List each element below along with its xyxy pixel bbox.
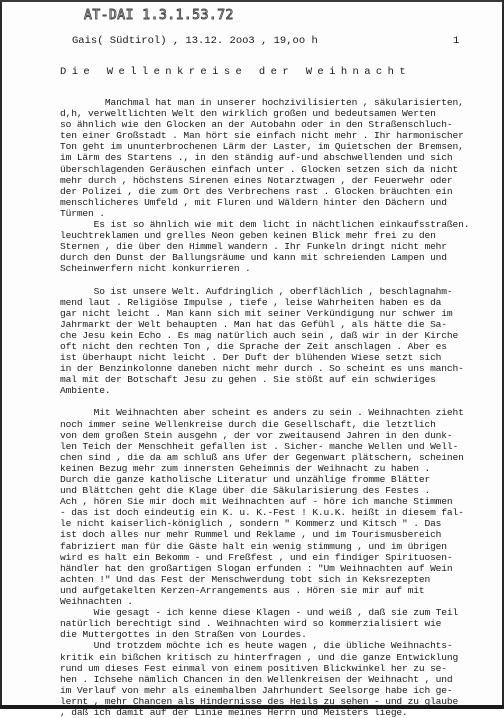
text-line: leuchtreklamen und grelles Neon geben keinen Blick mehr frei zu den <box>60 230 436 242</box>
document-title: Die Wellenkreise der Weihnacht <box>60 66 412 78</box>
text-line: natürlich berechtigt sind . Weihnachten wird so kommerzialisiert wie <box>60 618 442 630</box>
text-line: d,h, verweltlichten Welt den wirklich großen und bedeutsamen Werten <box>60 108 436 120</box>
text-line: die Muttergottes in den Straßen von Lourdes. <box>60 629 307 641</box>
paragraph <box>60 97 500 275</box>
text-line: in der Benzinkolonne daneben nicht mehr durch . So scheint es uns manch- <box>60 363 464 375</box>
text-line: ten einer Großstadt . Man hört sie einfach nicht mehr . Ihr harmonischer <box>60 130 464 142</box>
text-line: überschlagenden Geräuschen einfach unter . Glocken setzen sich da nicht <box>60 163 459 175</box>
text-line: Es ist so ähnlich wie mit dem licht in nächtlichen einkaufsstraßen. <box>60 219 470 231</box>
page-number: 1 <box>453 35 460 47</box>
text-line: mehr durch , höchstens Sirenen eines Notarztwagen , der Feuerwehr oder <box>60 174 453 186</box>
text-line: menschlicheres Umfeld , mit Fluren und Wäldern hinter den Dächern und <box>60 196 447 208</box>
text-line: im Lärm des Startens ., in den ständig auf-und abschwellenden und sich <box>60 152 453 164</box>
text-line: von dem großen Stein ausgehn , der vor zweitausend Jahren in den dunk- <box>60 429 453 441</box>
text-line: mal mit der Botschaft Jesu zu gehen . Sie stößt auf ein schwieriges <box>60 374 436 386</box>
text-line: ist doch alles nur mehr Rummel und Reklame , und im Tourismusbereich <box>60 529 442 541</box>
paragraph <box>60 407 500 718</box>
text-line: wird es halt ein Bekomm - und Freßfest , und ein findiger Spirituosen- <box>60 551 453 563</box>
text-line: ist überhaupt nicht leicht . Der Duft der blühenden Wiese setzt sich <box>60 352 442 364</box>
text-line: So ist unsere Welt. Aufdringlich , oberflächlich , beschlagnahm- <box>60 285 453 297</box>
text-line: Ach , hören Sie mir doch mit Weihnachten auf - höre ich manche Stimmen <box>60 496 453 508</box>
text-line: Und trotzdem möchte ich es heute wagen , die übliche Weihnachts- <box>60 640 453 652</box>
text-line: Ambiente. <box>60 385 111 397</box>
text-line: Scheinwerfern nicht konkurrieren . <box>60 263 251 275</box>
archive-stamp: AT-DAI 1.3.1.53.72 <box>84 8 234 23</box>
text-line: hen . Ichsehe nämlich Chancen in den Wellenkreisen der Weihnacht , und <box>60 673 453 685</box>
text-line: achten !" Und das Fest der Menschwerdung tobt sich in Keksrezepten <box>60 573 431 585</box>
text-line: che Jesu kein Echo . Es mag natürlich auch sein , daß wir in der Kirche <box>60 329 459 341</box>
text-line: Türmen . <box>60 207 105 219</box>
text-line: chen sind , die da am schluß ans Ufer der Gegenwart plätschern, scheinen <box>60 451 464 463</box>
document-body <box>60 97 500 718</box>
text-line: , daß ich damit auf der Linie meines Herrn und Meisters liege. <box>60 706 408 718</box>
text-line: Manchmal hat man in unserer hochzivilisierten , säkularisierten, <box>60 97 464 108</box>
text-line: len Teich der Menschheit gefallen ist . Sicher- manche Wellen und Well- <box>60 440 459 452</box>
text-line: mend laut . Religiöse Impulse , tiefe , leise Wahrheiten haben es da <box>60 296 442 308</box>
text-line: Sternen , die über den Himmel wandern . Ihr Funkeln dringt nicht mehr <box>60 241 447 253</box>
scan-edge-top <box>0 0 504 2</box>
text-line: Wie gesagt - ich kenne diese Klagen - und weiß , daß sie zum Teil <box>60 607 459 619</box>
text-line: rund um dieses Fest einmal von einem positiven Blickwinkel her zu se- <box>60 662 447 674</box>
text-line: der Polizei , die zum Ort des Verbrechens rast . Glocken bräuchten ein <box>60 185 453 197</box>
place-date-header: Gais( Südtirol) , 13.12. 2oo3 , 19,oo h <box>72 35 318 47</box>
text-line: und aufgetakelten Kerzen-Arrangements aus . Hören sie mir auf mit <box>60 584 425 596</box>
text-line: im Verlauf von mehr als einemhalben Jahrhundert Seelsorge habe ich ge- <box>60 684 453 696</box>
text-line: Jahrmarkt der Welt behaupten . Man hat das Gefühl , als hätte die Sa- <box>60 318 447 330</box>
text-line: noch immer seine Wellenkreise durch die Gesellschaft, die letztlich <box>60 418 436 430</box>
text-line: lernt , mehr Chancen als Hindernisse des Heils zu sehen - und zu glaube <box>60 695 459 707</box>
text-line: Mit Weihnachten aber scheint es anders zu sein . Weihnachten zieht <box>60 407 464 419</box>
text-line: Ton geht im ununterbrochenen Lärm der Laster, im Quietschen der Bremsen, <box>60 141 464 153</box>
text-line: gar nicht leicht . Man kann sich mit seiner Verkündigung nur schwer im <box>60 307 453 319</box>
text-line: le nicht kaiserlich-königlich , sondern " Kommerz und Kitsch " . Das <box>60 518 442 530</box>
text-line: - das ist doch eindeutig ein K. u. K.-Fest ! K.u.K. heißt in diesem fal- <box>60 507 464 519</box>
text-line: Weihnachten . <box>60 596 133 608</box>
text-line: händler hat den großartigen Slogan erfunden : "Um Weihnachten auf Wein <box>60 562 453 574</box>
text-line: und Blättchen geht die Klage über die Säkularisierung des Festes . <box>60 485 431 497</box>
text-line: so ähnlich wie den Glocken an der Autobahn oder in den Straßenschluch- <box>60 119 453 131</box>
paragraph <box>60 286 500 397</box>
text-line: Durch die ganze katholische Literatur und unzählige fromme Blätter <box>60 474 431 485</box>
text-line: fabriziert man für die Gäste halt ein wenig stimmung , und im übrigen <box>60 540 447 552</box>
text-line: durch den Dunst der Ballungsräume und kann mit schreienden Lampen und <box>60 252 447 264</box>
text-line: kritik ein bißchen kritisch zu hinterfragen , und die ganze Entwicklung <box>60 651 459 663</box>
text-line: keinen Bezug mehr zum innersten Geheimnis der Weihnacht zu haben . <box>60 462 431 474</box>
text-line: oft nicht den rechten Ton , die Sprache der Zeit anschlagen . Aber es <box>60 340 447 352</box>
scan-edge-left <box>0 0 2 709</box>
